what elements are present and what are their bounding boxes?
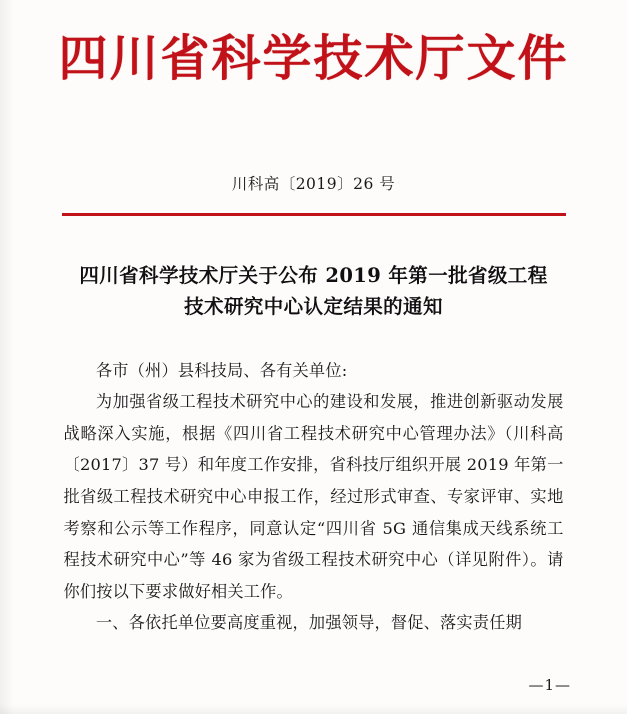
- salutation-line: 各市（州）县科技局、各有关单位:: [95, 360, 348, 380]
- document-body: [64, 355, 564, 639]
- document-title: 四川省科学技术厅关于公布 2019 年第一批省级工程技术研究中心认定结果的通知: [79, 263, 548, 319]
- document-number: 川科高〔2019〕26 号: [231, 175, 396, 194]
- scan-edge-shadow-left: [0, 0, 14, 714]
- scan-edge-shadow-bottom: [0, 704, 627, 714]
- document-masthead-title: 四川省科学技术厅文件: [58, 29, 569, 87]
- body-paragraph-2: 一、各依托单位要高度重视，加强领导，督促、落实责任期: [95, 613, 522, 633]
- red-divider-rule: [62, 213, 566, 215]
- body-paragraph-1: 为加强省级工程技术研究中心的建设和发展，推进创新驱动发展战略深入实施，根据《四川省工程技术研究中心管理办法》（川科高〔2017〕37 号）和年度工作安排，省科技厅组织开展 2019 年第一批省级工程技术研究中心申报工作，经过形式审查、专家评审、实地考察和公示等工作程序，同意认定“四川省 5G 通信集成天线系统工程技术研究中心”等 46 家为省级工程技术研究中心（详见附件）。请你们按以下要求做好相关工作。: [63, 392, 564, 601]
- page-number: —1—: [528, 676, 571, 694]
